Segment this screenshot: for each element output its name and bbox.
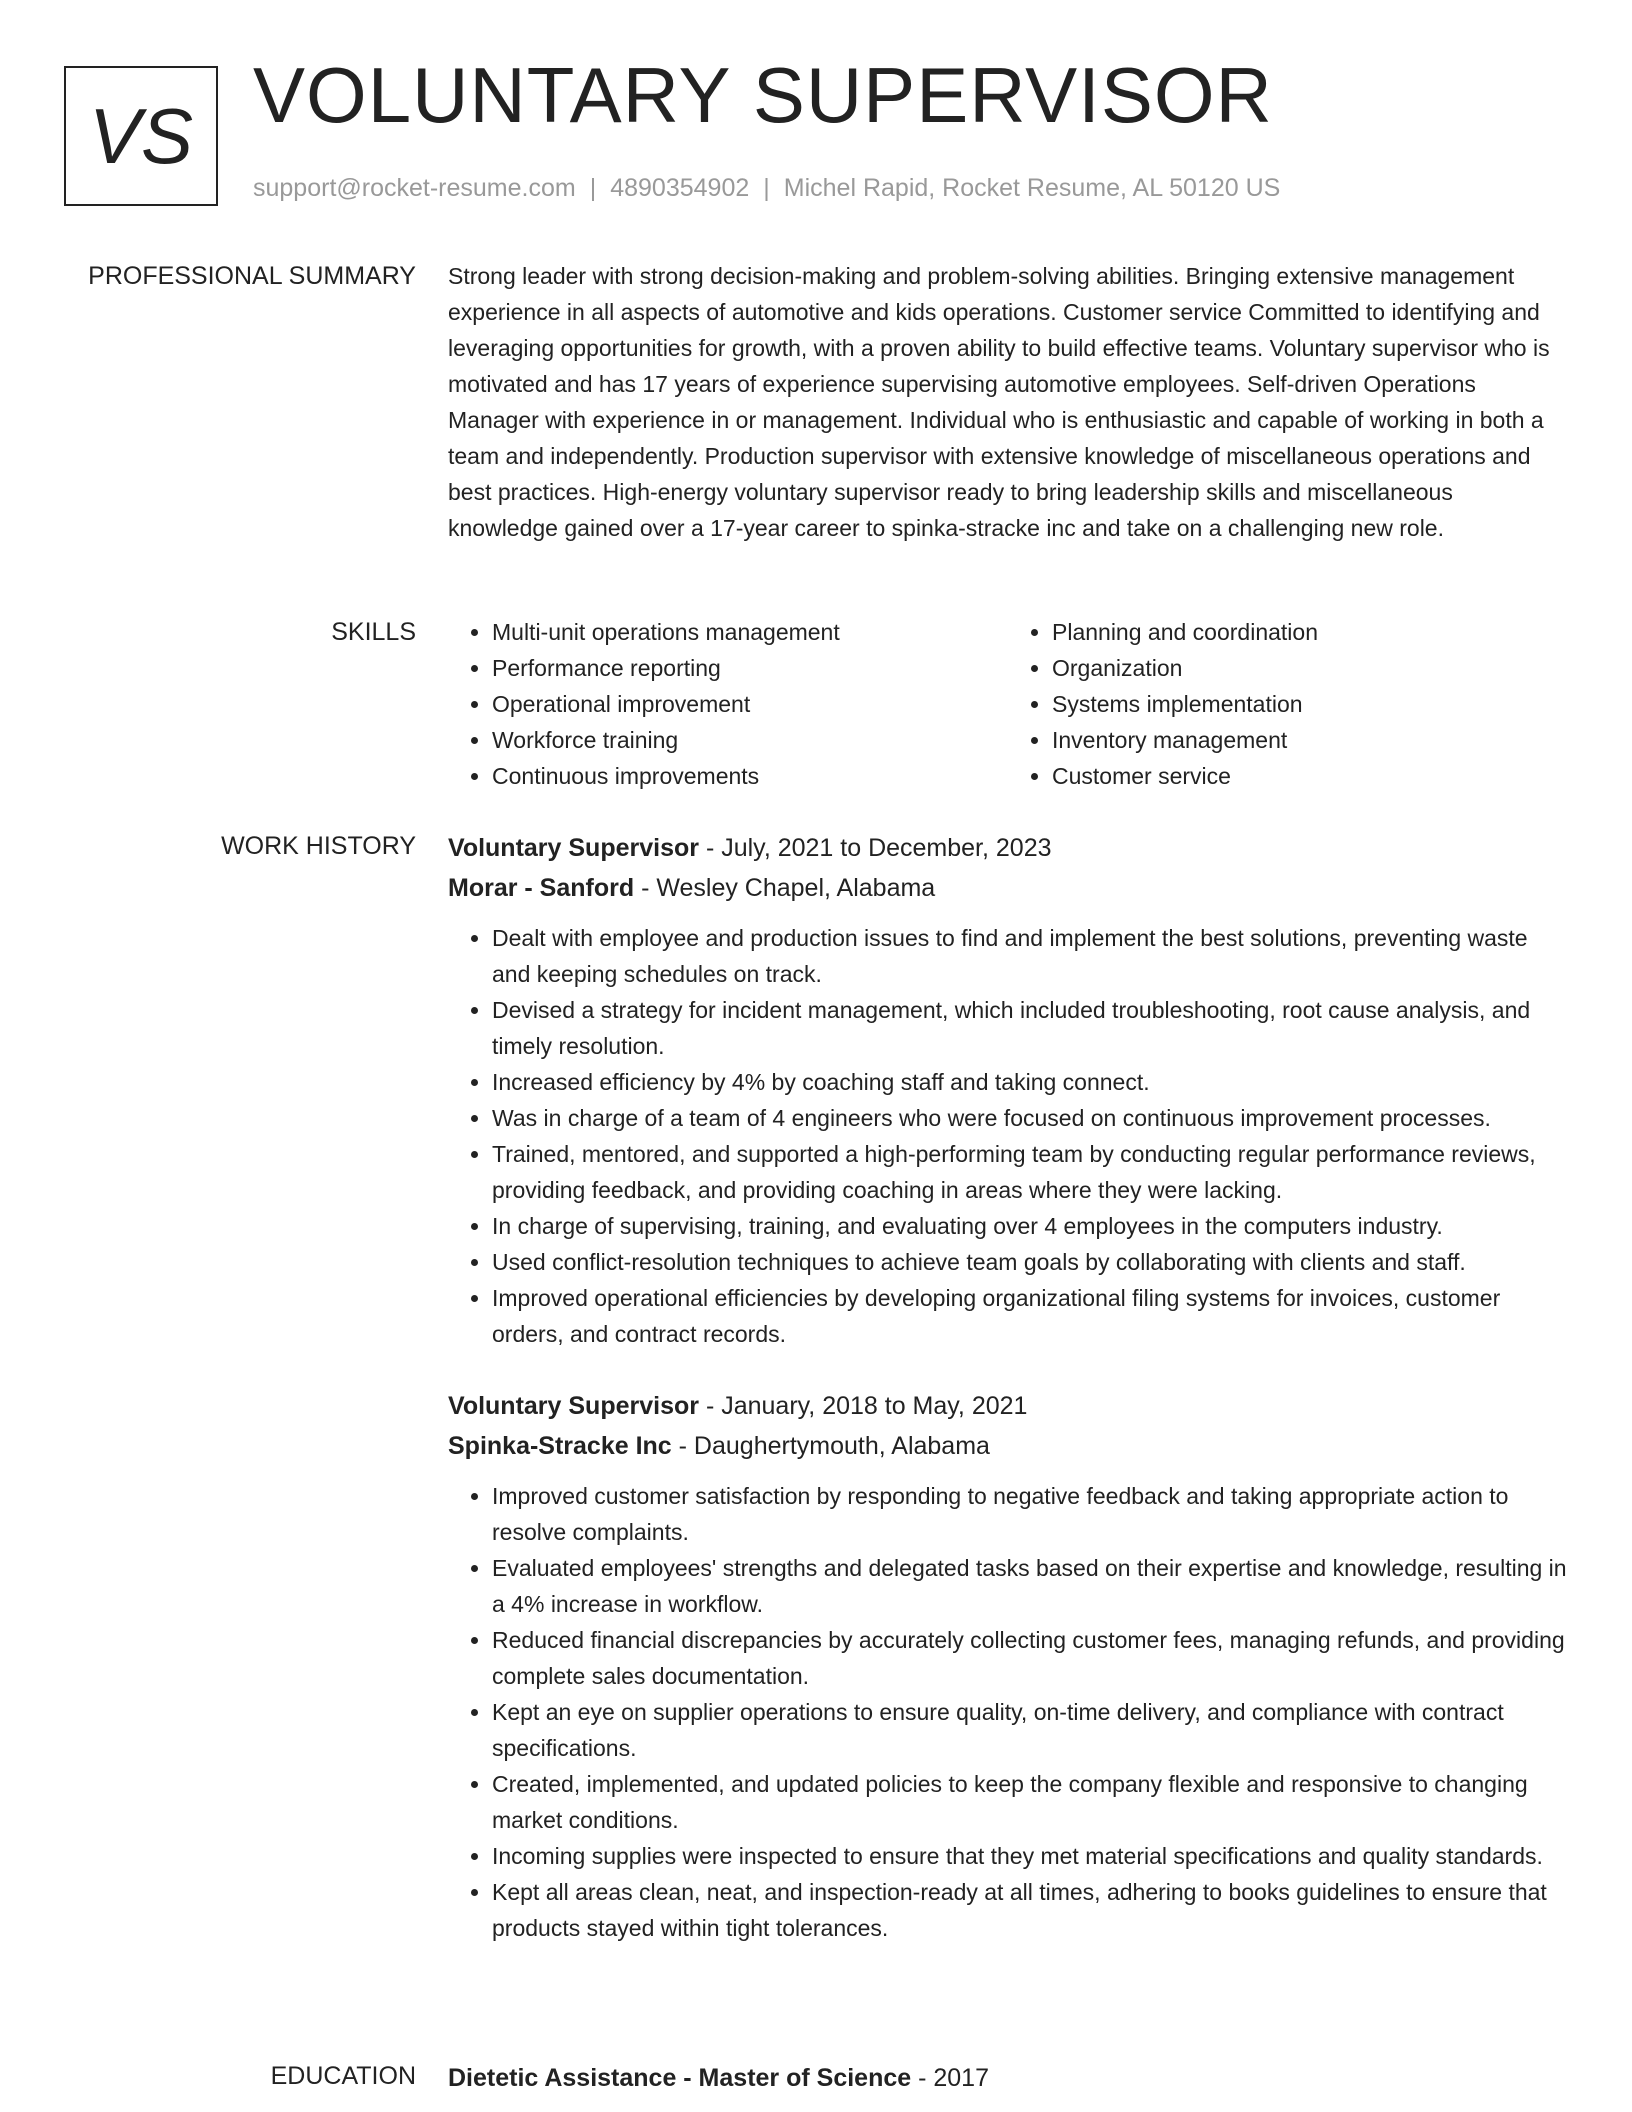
candidate-name: VOLUNTARY SUPERVISOR <box>253 51 1273 139</box>
job-bullet: • Evaluated employees' strengths and delegated tasks based on their expertise and knowledge, resulting in a 4% increase in workflow. <box>492 1550 1568 1622</box>
job-bullet: • Dealt with employee and production issues to find and implement the best solutions, preventing waste and keeping schedules on track. <box>492 920 1568 992</box>
job-bullet: • In charge of supervising, training, and evaluating over 4 employees in the computers industry. <box>492 1208 1568 1244</box>
job-bullet: • Kept all areas clean, neat, and inspection-ready at all times, adhering to books guidelines to ensure that products stayed within tight tolerances. <box>492 1874 1568 1946</box>
skill-item: • Systems implementation <box>1052 686 1568 722</box>
job-bullet: • Incoming supplies were inspected to ensure that they met material specifications and quality standards. <box>492 1838 1568 1874</box>
job-bullet: • Trained, mentored, and supported a high-performing team by conducting regular performance reviews, providing feedback, and providing coaching in areas where they were lacking. <box>492 1136 1568 1208</box>
education-year: - 2017 <box>911 2064 989 2092</box>
job-company: Spinka-Stracke Inc <box>448 1432 672 1460</box>
job-entry <box>448 1386 1568 1946</box>
education-degree-line <box>448 2058 1568 2098</box>
resume-header <box>0 0 1632 230</box>
section-title-skills: SKILLS <box>331 618 416 646</box>
contact-line <box>253 174 1280 203</box>
contact-separator: | <box>589 174 597 202</box>
skill-item: • Workforce training <box>492 722 1008 758</box>
job-dates: - January, 2018 to May, 2021 <box>699 1392 1028 1420</box>
job-bullet: • Kept an eye on supplier operations to ensure quality, on-time delivery, and compliance with contract specifications. <box>492 1694 1568 1766</box>
job-title-line <box>448 1386 1568 1426</box>
job-bullet: • Was in charge of a team of 4 engineers who were focused on continuous improvement processes. <box>492 1100 1568 1136</box>
skill-item: • Continuous improvements <box>492 758 1008 794</box>
job-bullet: • Increased efficiency by 4% by coaching staff and taking connect. <box>492 1064 1568 1100</box>
job-bullet: • Improved customer satisfaction by responding to negative feedback and taking appropriate action to resolve complaints. <box>492 1478 1568 1550</box>
job-bullet-list <box>448 920 1568 1352</box>
skills-list-left <box>448 614 1008 794</box>
email-link[interactable]: support@rocket-resume.com <box>253 174 576 202</box>
monogram-logo: VS <box>64 66 218 206</box>
job-title-line <box>448 828 1568 868</box>
skill-item: • Customer service <box>1052 758 1568 794</box>
job-company-line <box>448 868 1568 908</box>
phone-number[interactable]: 4890354902 <box>610 174 750 202</box>
skill-item: • Organization <box>1052 650 1568 686</box>
job-role: Voluntary Supervisor <box>448 834 699 862</box>
skill-item: • Operational improvement <box>492 686 1008 722</box>
address: Michel Rapid, Rocket Resume, AL 50120 US <box>783 174 1281 202</box>
job-dates: - July, 2021 to December, 2023 <box>699 834 1052 862</box>
job-bullet-list <box>448 1478 1568 1946</box>
education-degree: Dietetic Assistance - Master of Science <box>448 2064 912 2092</box>
skill-item: • Inventory management <box>1052 722 1568 758</box>
skill-item: • Performance reporting <box>492 650 1008 686</box>
job-role: Voluntary Supervisor <box>448 1392 699 1420</box>
job-bullet: • Created, implemented, and updated policies to keep the company flexible and responsive to changing market conditions. <box>492 1766 1568 1838</box>
summary-text: Strong leader with strong decision-making and problem-solving abilities. Bringing extensive management experience in all aspects of automotive and kids operations. Customer service Committed to identifying and leveraging opportunities for growth, with a proven ability to build effective teams. Voluntary supervisor who is motivated and has 17 years of experience supervising automotive employees. Self-driven Operations Manager with experience in or management. Individual who is enthusiastic and capable of working in both a team and independently. Production supervisor with extensive knowledge of miscellaneous operations and best practices. High-energy voluntary supervisor ready to bring leadership skills and miscellaneous knowledge gained over a 17-year career to spinka-stracke inc and take on a challenging new role. <box>448 263 1550 541</box>
job-entry <box>448 828 1568 1352</box>
job-bullet: • Improved operational efficiencies by developing organizational filing systems for invoices, customer orders, and contract records. <box>492 1280 1568 1352</box>
section-title-work-history: WORK HISTORY <box>221 832 416 860</box>
job-company-line <box>448 1426 1568 1466</box>
skill-item: • Planning and coordination <box>1052 614 1568 650</box>
job-location: - Daughertymouth, Alabama <box>671 1432 990 1460</box>
section-title-summary: PROFESSIONAL SUMMARY <box>88 262 416 290</box>
skill-item: • Multi-unit operations management <box>492 614 1008 650</box>
job-company: Morar - Sanford <box>448 874 635 902</box>
job-bullet: • Used conflict-resolution techniques to achieve team goals by collaborating with clients and staff. <box>492 1244 1568 1280</box>
section-title-education: EDUCATION <box>270 2062 416 2090</box>
job-bullet: • Reduced financial discrepancies by accurately collecting customer fees, managing refunds, and providing complete sales documentation. <box>492 1622 1568 1694</box>
job-bullet: • Devised a strategy for incident management, which included troubleshooting, root cause analysis, and timely resolution. <box>492 992 1568 1064</box>
skills-list-right <box>1008 614 1568 794</box>
job-location: - Wesley Chapel, Alabama <box>634 874 936 902</box>
contact-separator: | <box>763 174 770 202</box>
